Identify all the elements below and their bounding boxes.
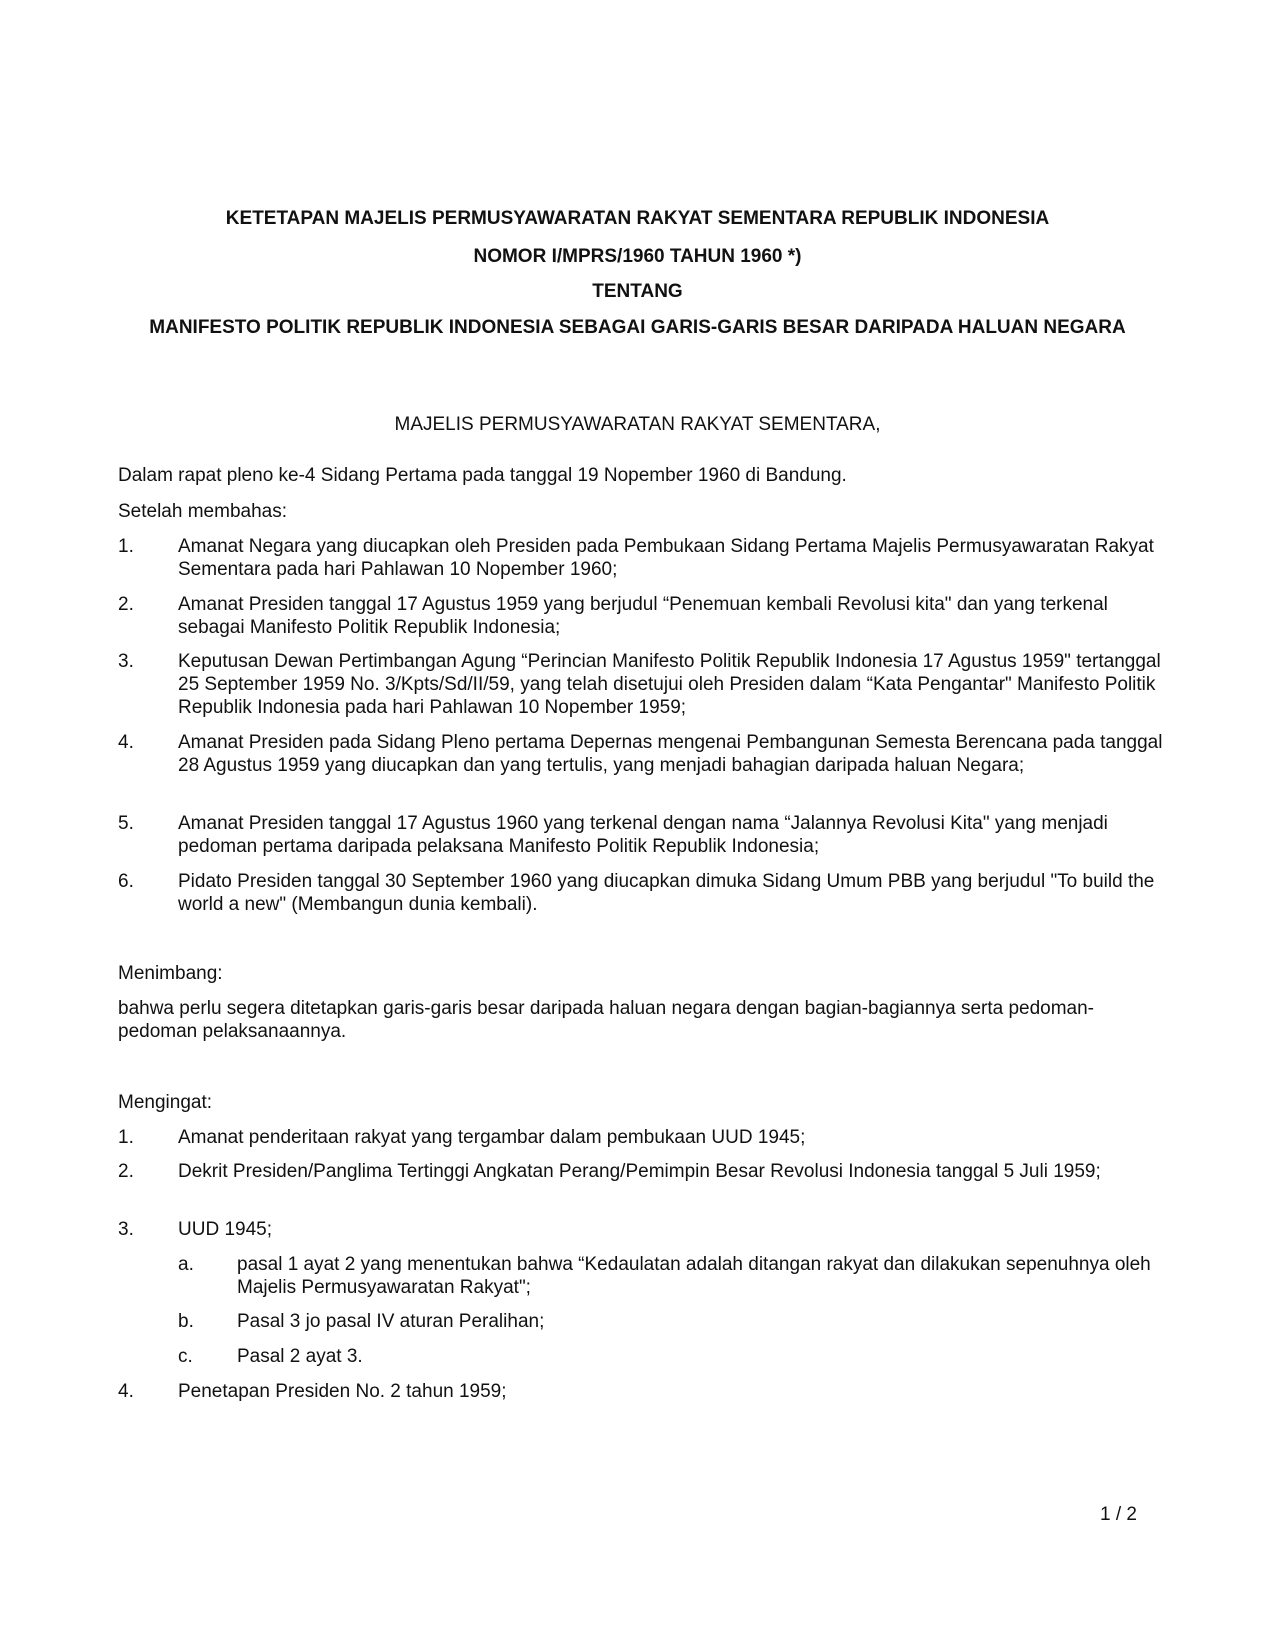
item-number: 2.: [118, 1161, 134, 1182]
considering-text: bahwa perlu segera ditetapkan garis-garis besar daripada haluan negara dengan bagian-bagiannya serta pedoman-pedoman pelaksanaannya.: [118, 998, 1095, 1042]
discussed-item: [118, 535, 1168, 581]
item-number: 5.: [118, 813, 134, 834]
item-text: Amanat Presiden pada Sidang Pleno pertama Depernas mengenai Pembangunan Semesta Berencana pada tanggal 28 Agustus 1959 yang diucapkan dan yang tertulis, yang menjadi bahagian daripada haluan Negara;: [178, 732, 1163, 776]
doc-subject: MANIFESTO POLITIK REPUBLIK INDONESIA SEBAGAI GARIS-GARIS BESAR DARIPADA HALUAN NEGARA: [149, 317, 1126, 338]
item-text: UUD 1945;: [178, 1219, 272, 1240]
discussed-item: [118, 650, 1168, 719]
discussed-item: [118, 870, 1168, 916]
remembering-item: [118, 1126, 1168, 1149]
remembering-label: Mengingat:: [118, 1092, 213, 1113]
sub-item-text: pasal 1 ayat 2 yang menentukan bahwa “Kedaulatan adalah ditangan rakyat dan dilakukan sepenuhnya oleh Majelis Permusyawaratan Rakyat";: [237, 1254, 1151, 1298]
sub-item-letter: a.: [178, 1254, 194, 1275]
discussed-label: Setelah membahas:: [118, 501, 287, 522]
item-text: Pidato Presiden tanggal 30 September 1960 yang diucapkan dimuka Sidang Umum PBB yang berjudul "To build the world a new" (Membangun dunia kembali).: [178, 871, 1155, 915]
assembly-name: MAJELIS PERMUSYAWARATAN RAKYAT SEMENTARA,: [394, 414, 881, 435]
doc-title: KETETAPAN MAJELIS PERMUSYAWARATAN RAKYAT SEMENTARA REPUBLIK INDONESIA: [225, 208, 1050, 229]
item-number: 2.: [118, 594, 134, 615]
remembering-item: [118, 1380, 1168, 1403]
item-number: 1.: [118, 536, 134, 557]
item-text: Penetapan Presiden No. 2 tahun 1959;: [178, 1381, 507, 1402]
discussed-item: [118, 812, 1168, 858]
uud-sub-item: [178, 1310, 1168, 1333]
considering-label: Menimbang:: [118, 963, 223, 984]
item-number: 1.: [118, 1127, 134, 1148]
item-number: 6.: [118, 871, 134, 892]
sub-item-letter: b.: [178, 1311, 194, 1332]
item-text: Amanat Presiden tanggal 17 Agustus 1959 yang berjudul “Penemuan kembali Revolusi kita" dan yang terkenal sebagai Manifesto Politik Republik Indonesia;: [178, 594, 1108, 638]
item-text: Amanat Negara yang diucapkan oleh Presiden pada Pembukaan Sidang Pertama Majelis Permusyawaratan Rakyat Sementara pada hari Pahlawan 10 Nopember 1960;: [178, 536, 1154, 580]
sub-item-letter: c.: [178, 1346, 193, 1367]
sub-item-text: Pasal 2 ayat 3.: [237, 1346, 363, 1367]
discussed-item: [118, 593, 1168, 639]
remembering-item: [118, 1160, 1168, 1183]
page-number: 1 / 2: [1100, 1504, 1137, 1525]
item-number: 3.: [118, 1219, 134, 1240]
doc-number: NOMOR I/MPRS/1960 TAHUN 1960 *): [473, 246, 802, 267]
item-text: Amanat penderitaan rakyat yang tergambar dalam pembukaan UUD 1945;: [178, 1127, 806, 1148]
doc-about-label: TENTANG: [592, 281, 683, 302]
meeting-statement: Dalam rapat pleno ke-4 Sidang Pertama pada tanggal 19 Nopember 1960 di Bandung.: [118, 465, 847, 486]
item-text: Dekrit Presiden/Panglima Tertinggi Angkatan Perang/Pemimpin Besar Revolusi Indonesia tanggal 5 Juli 1959;: [178, 1161, 1101, 1182]
uud-sub-item: [178, 1345, 1168, 1368]
item-text: Keputusan Dewan Pertimbangan Agung “Perincian Manifesto Politik Republik Indonesia 17 Agustus 1959" tertanggal 25 September 1959 No. 3/Kpts/Sd/II/59, yang telah disetujui oleh Presiden dalam “Kata Pengantar" Manifesto Politik Republik Indonesia pada hari Pahlawan 10 Nopember 1959;: [178, 651, 1161, 718]
item-number: 4.: [118, 1381, 134, 1402]
discussed-item: [118, 731, 1168, 777]
uud-sub-item: [178, 1253, 1168, 1299]
remembering-item: [118, 1218, 1168, 1241]
item-number: 4.: [118, 732, 134, 753]
sub-item-text: Pasal 3 jo pasal IV aturan Peralihan;: [237, 1311, 545, 1332]
item-number: 3.: [118, 651, 134, 672]
item-text: Amanat Presiden tanggal 17 Agustus 1960 yang terkenal dengan nama “Jalannya Revolusi Kita" yang menjadi pedoman pertama daripada pelaksana Manifesto Politik Republik Indonesia;: [178, 813, 1108, 857]
